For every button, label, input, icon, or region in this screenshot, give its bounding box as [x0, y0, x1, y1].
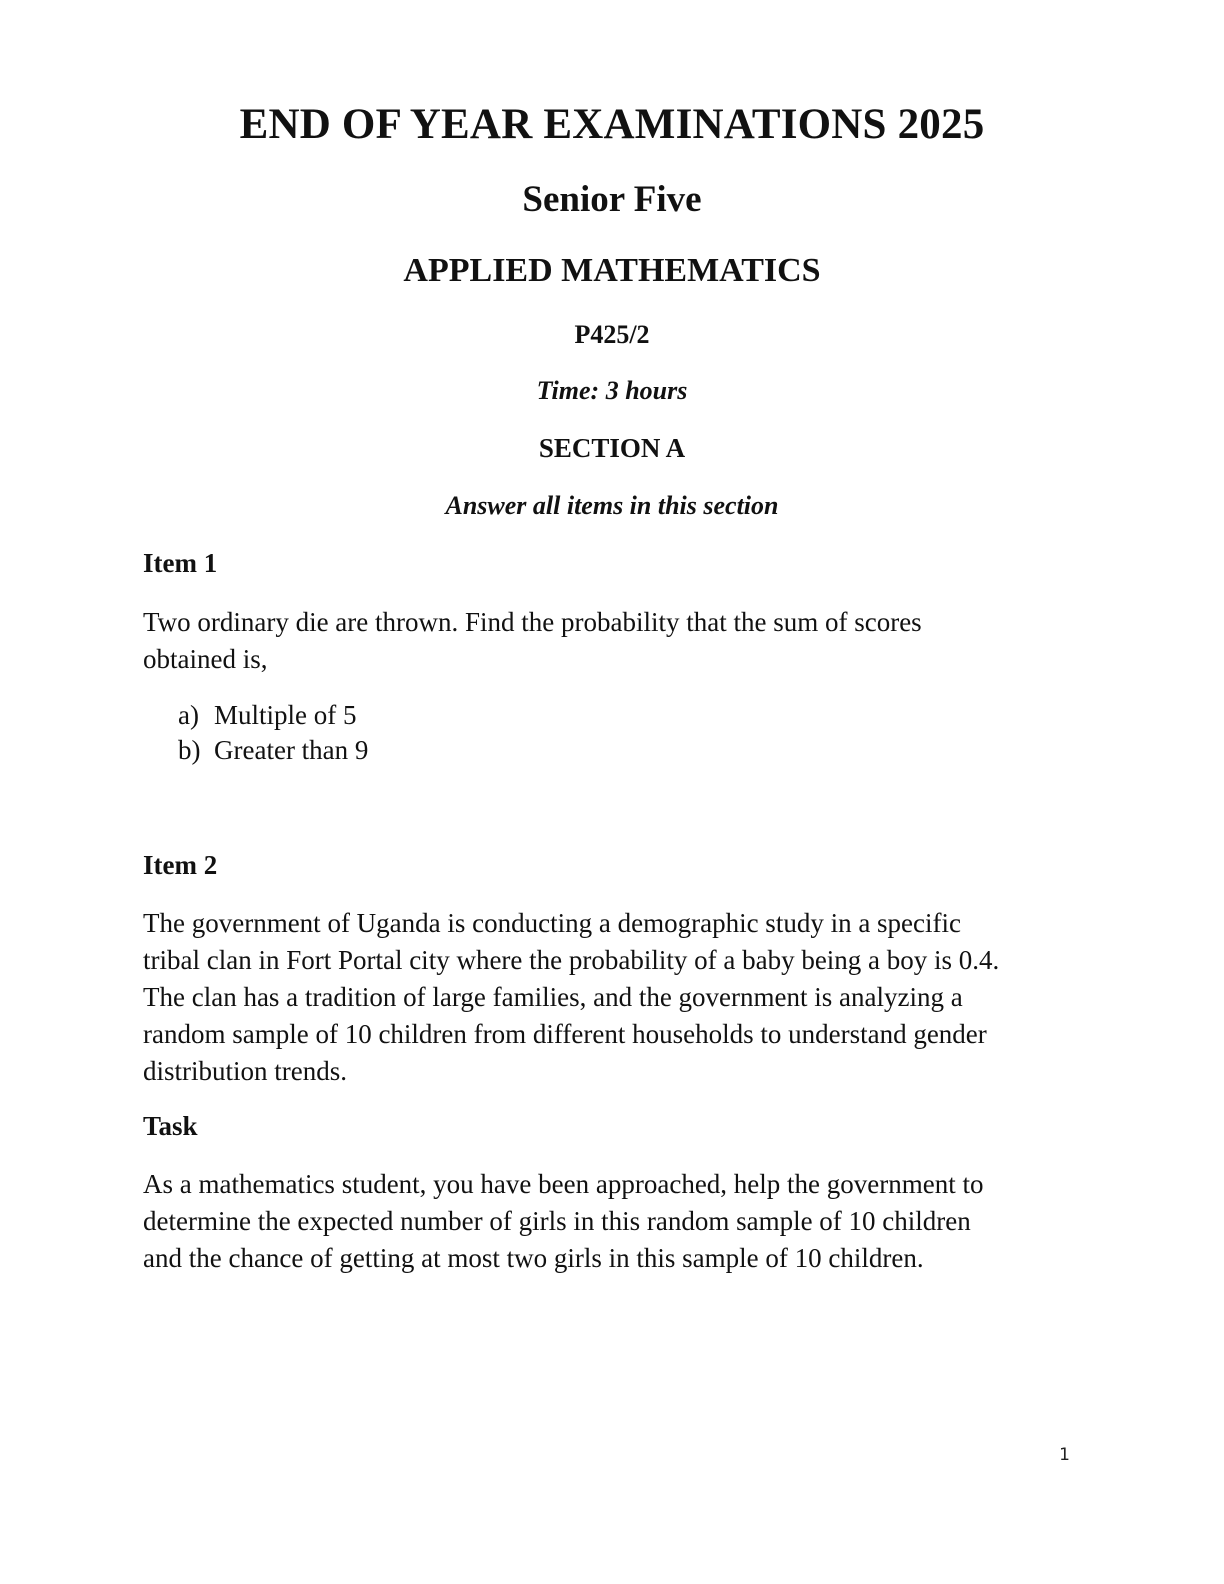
item-2-heading: Item 2: [143, 850, 218, 880]
item-2-line: The clan has a tradition of large families, and the government is analyzing a: [143, 982, 963, 1012]
item-1-line: obtained is,: [143, 644, 268, 674]
item-1-options: [178, 698, 368, 768]
item-1-line: Two ordinary die are thrown. Find the probability that the sum of scores: [143, 607, 922, 637]
option-b: [178, 733, 368, 768]
item-2-line: random sample of 10 children from different households to understand gender: [143, 1019, 987, 1049]
task-heading: Task: [143, 1111, 198, 1141]
item-2-text: [143, 905, 1083, 1090]
item-1-heading: Item 1: [143, 548, 218, 578]
option-text: Multiple of 5: [214, 700, 357, 730]
item-2-line: tribal clan in Fort Portal city where the probability of a baby being a boy is 0.4.: [143, 945, 1000, 975]
time-allowed: Time: 3 hours: [536, 376, 688, 405]
option-marker: b): [178, 735, 201, 765]
class-level: Senior Five: [522, 179, 702, 220]
task-line: and the chance of getting at most two girls in this sample of 10 children.: [143, 1243, 924, 1273]
exam-title: END OF YEAR EXAMINATIONS 2025: [239, 101, 985, 148]
option-marker: a): [178, 700, 199, 730]
section-title: SECTION A: [538, 433, 686, 463]
item-2-line: The government of Uganda is conducting a demographic study in a specific: [143, 908, 962, 938]
section-instruction: Answer all items in this section: [445, 491, 779, 520]
task-line: determine the expected number of girls in this random sample of 10 children: [143, 1206, 971, 1236]
option-a: [178, 698, 368, 733]
page-number: 1: [1059, 1445, 1070, 1465]
item-2-line: distribution trends.: [143, 1056, 347, 1086]
option-text: Greater than 9: [214, 735, 369, 765]
item-1-text: [143, 604, 1083, 678]
paper-code: P425/2: [574, 320, 650, 349]
task-text: [143, 1166, 1083, 1277]
subject-title: APPLIED MATHEMATICS: [403, 252, 821, 289]
task-line: As a mathematics student, you have been approached, help the government to: [143, 1169, 984, 1199]
